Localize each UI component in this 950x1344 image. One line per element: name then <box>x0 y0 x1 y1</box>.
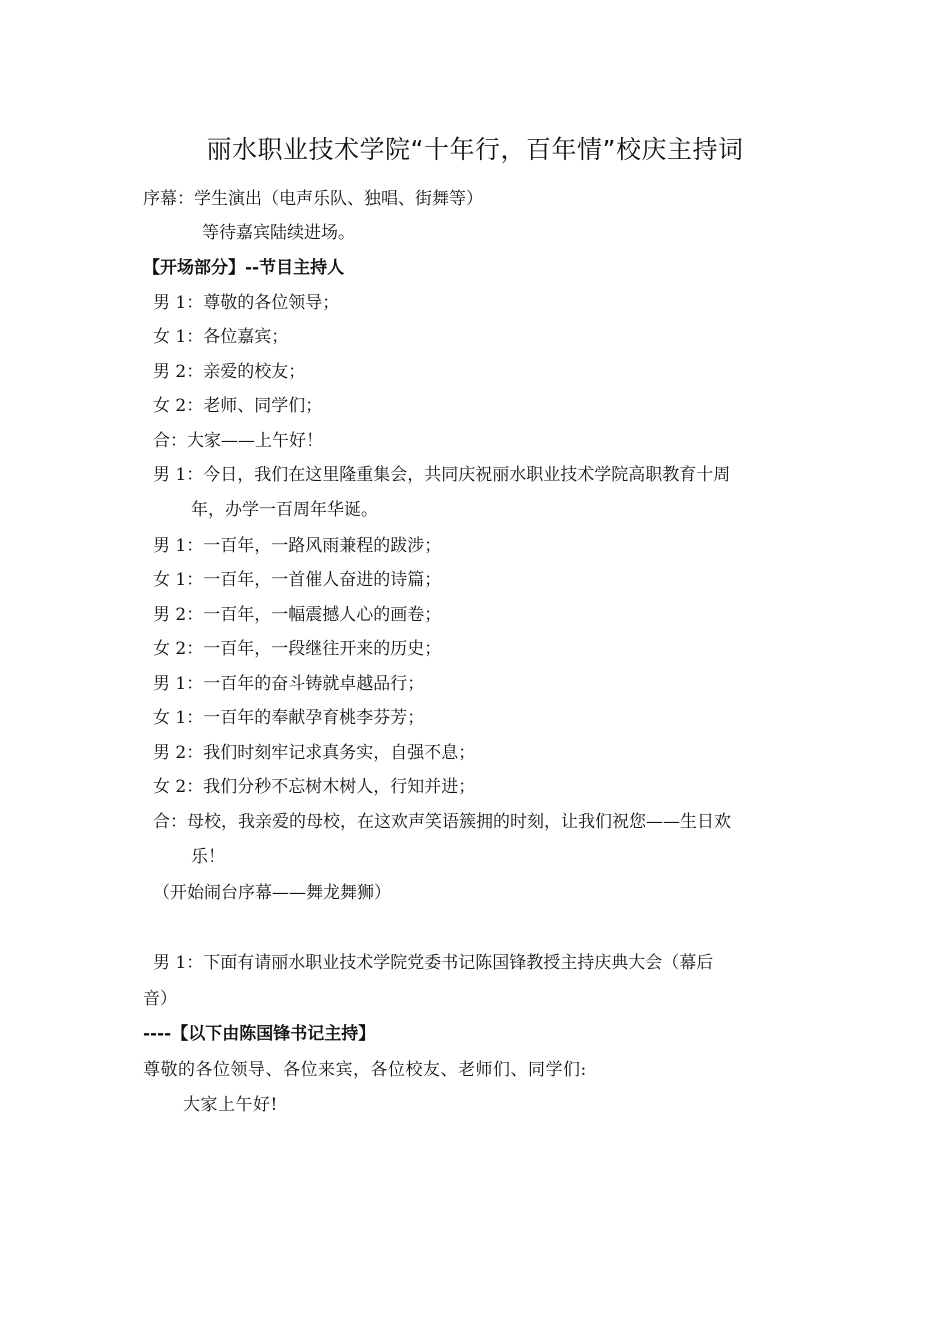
invite-line: 男 1：下面有请丽水职业技术学院党委书记陈国锋教授主持庆典大会（幕后 <box>153 953 714 973</box>
script-line: 女 1：一百年的奉献孕育桃李芬芳； <box>153 708 425 728</box>
script-line: 女 2：一百年，一段继往开来的历史； <box>153 639 442 659</box>
script-line-continued: 乐！ <box>191 847 225 867</box>
script-line: 男 1：今日，我们在这里隆重集会，共同庆祝丽水职业技术学院高职教育十周 <box>153 465 731 485</box>
chair-heading: ----【以下由陈国锋书记主持】 <box>143 1024 376 1044</box>
greeting-line: 尊敬的各位领导、各位来宾，各位校友、老师们、同学们: <box>143 1060 587 1080</box>
script-line: 男 2：亲爱的校友； <box>153 362 306 382</box>
script-line: 合：大家——上午好！ <box>153 431 323 451</box>
script-line-continued: 年，办学一百周年华诞。 <box>191 500 378 520</box>
invite-line-continued: 音） <box>143 989 177 1009</box>
opening-heading: 【开场部分】--节目主持人 <box>143 258 345 278</box>
script-line: 男 2：我们时刻牢记求真务实，自强不息； <box>153 743 476 763</box>
script-line: 女 1：一百年，一首催人奋进的诗篇； <box>153 570 442 590</box>
stage-direction: （开始闹台序幕——舞龙舞狮） <box>153 883 391 903</box>
document-title: 丽水职业技术学院“十年行，百年情”校庆主持词 <box>206 135 744 164</box>
prelude-line: 序幕：学生演出（电声乐队、独唱、街舞等） <box>143 189 483 209</box>
good-morning-line: 大家上午好! <box>183 1095 278 1115</box>
script-line: 女 2：我们分秒不忘树木树人，行知并进； <box>153 777 476 797</box>
waiting-line: 等待嘉宾陆续进场。 <box>202 223 355 243</box>
script-line: 女 1：各位嘉宾； <box>153 327 289 347</box>
script-line: 合：母校，我亲爱的母校，在这欢声笑语簇拥的时刻，让我们祝您——生日欢 <box>153 812 731 832</box>
script-line: 女 2：老师、同学们； <box>153 396 323 416</box>
script-line: 男 1：一百年，一路风雨兼程的跋涉； <box>153 536 442 556</box>
script-line: 男 1：一百年的奋斗铸就卓越品行； <box>153 674 425 694</box>
script-line: 男 1：尊敬的各位领导； <box>153 293 340 313</box>
script-line: 男 2：一百年，一幅震撼人心的画卷； <box>153 605 442 625</box>
